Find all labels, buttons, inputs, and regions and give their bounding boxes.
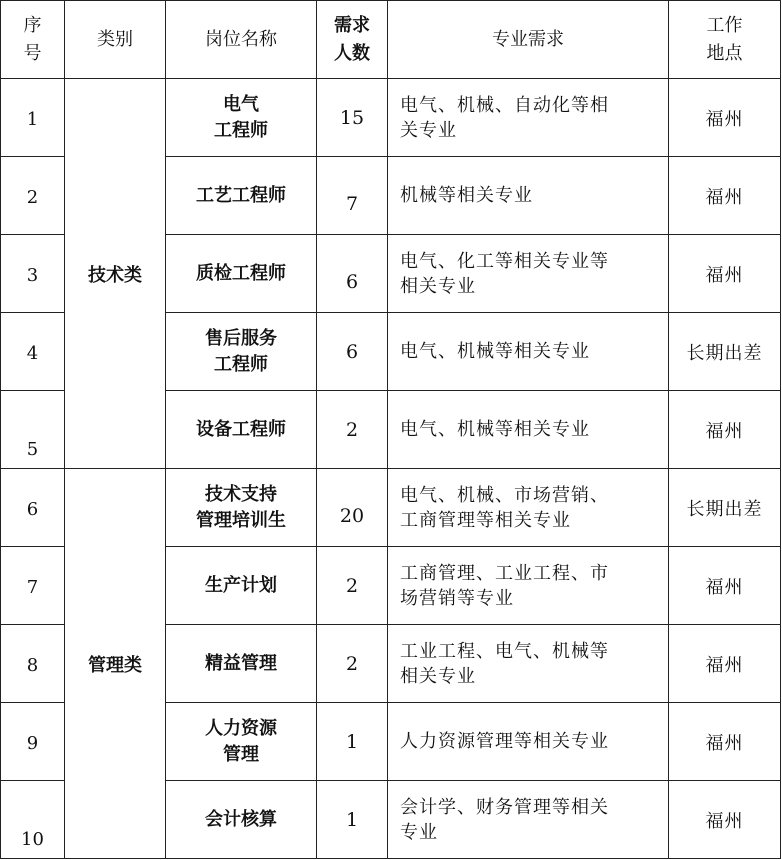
cell-position: 质检工程师 xyxy=(166,235,317,313)
cell-count: 2 xyxy=(317,547,388,625)
cell-location: 福州 xyxy=(669,703,781,781)
cell-major: 工业工程、电气、机械等 相关专业 xyxy=(388,625,669,703)
cell-location: 长期出差 xyxy=(669,313,781,391)
cell-count: 2 xyxy=(317,625,388,703)
cell-position: 技术支持 管理培训生 xyxy=(166,469,317,547)
cell-major: 电气、机械等相关专业 xyxy=(388,313,669,391)
header-location: 工作 地点 xyxy=(669,1,781,79)
cell-position: 人力资源 管理 xyxy=(166,703,317,781)
header-position: 岗位名称 xyxy=(166,1,317,79)
cell-location: 福州 xyxy=(669,781,781,859)
cell-position: 设备工程师 xyxy=(166,391,317,469)
cell-location: 福州 xyxy=(669,547,781,625)
cell-seq: 10 xyxy=(1,781,65,859)
cell-location: 福州 xyxy=(669,157,781,235)
header-count: 需求 人数 xyxy=(317,1,388,79)
cell-major: 电气、机械、市场营销、 工商管理等相关专业 xyxy=(388,469,669,547)
cell-seq: 4 xyxy=(1,313,65,391)
cell-major: 工商管理、工业工程、市 场营销等专业 xyxy=(388,547,669,625)
cell-major: 电气、机械、自动化等相 关专业 xyxy=(388,79,669,157)
cell-location: 福州 xyxy=(669,391,781,469)
header-row xyxy=(1,1,781,79)
cell-location: 福州 xyxy=(669,235,781,313)
cell-count: 15 xyxy=(317,79,388,157)
cell-seq: 5 xyxy=(1,391,65,469)
cell-position: 会计核算 xyxy=(166,781,317,859)
table-row xyxy=(1,79,781,157)
cell-position: 精益管理 xyxy=(166,625,317,703)
header-major: 专业需求 xyxy=(388,1,669,79)
cell-seq: 9 xyxy=(1,703,65,781)
cell-major: 机械等相关专业 xyxy=(388,157,669,235)
cell-seq: 6 xyxy=(1,469,65,547)
cell-major: 电气、化工等相关专业等 相关专业 xyxy=(388,235,669,313)
cell-location: 福州 xyxy=(669,625,781,703)
cell-count: 2 xyxy=(317,391,388,469)
cell-seq: 7 xyxy=(1,547,65,625)
cell-position: 生产计划 xyxy=(166,547,317,625)
cell-major: 人力资源管理等相关专业 xyxy=(388,703,669,781)
cell-seq: 8 xyxy=(1,625,65,703)
cell-count: 6 xyxy=(317,313,388,391)
category-cell-mgmt: 管理类 xyxy=(65,469,166,859)
cell-count: 20 xyxy=(317,469,388,547)
cell-location: 福州 xyxy=(669,79,781,157)
cell-major: 会计学、财务管理等相关 专业 xyxy=(388,781,669,859)
cell-position: 售后服务 工程师 xyxy=(166,313,317,391)
header-seq: 序 号 xyxy=(1,1,65,79)
cell-position: 电气 工程师 xyxy=(166,79,317,157)
header-category: 类别 xyxy=(65,1,166,79)
cell-major: 电气、机械等相关专业 xyxy=(388,391,669,469)
cell-count: 7 xyxy=(317,157,388,235)
cell-count: 1 xyxy=(317,703,388,781)
category-cell-tech: 技术类 xyxy=(65,79,166,469)
cell-seq: 3 xyxy=(1,235,65,313)
cell-count: 6 xyxy=(317,235,388,313)
cell-position: 工艺工程师 xyxy=(166,157,317,235)
table-row xyxy=(1,469,781,547)
cell-location: 长期出差 xyxy=(669,469,781,547)
cell-seq: 2 xyxy=(1,157,65,235)
cell-seq: 1 xyxy=(1,79,65,157)
cell-count: 1 xyxy=(317,781,388,859)
